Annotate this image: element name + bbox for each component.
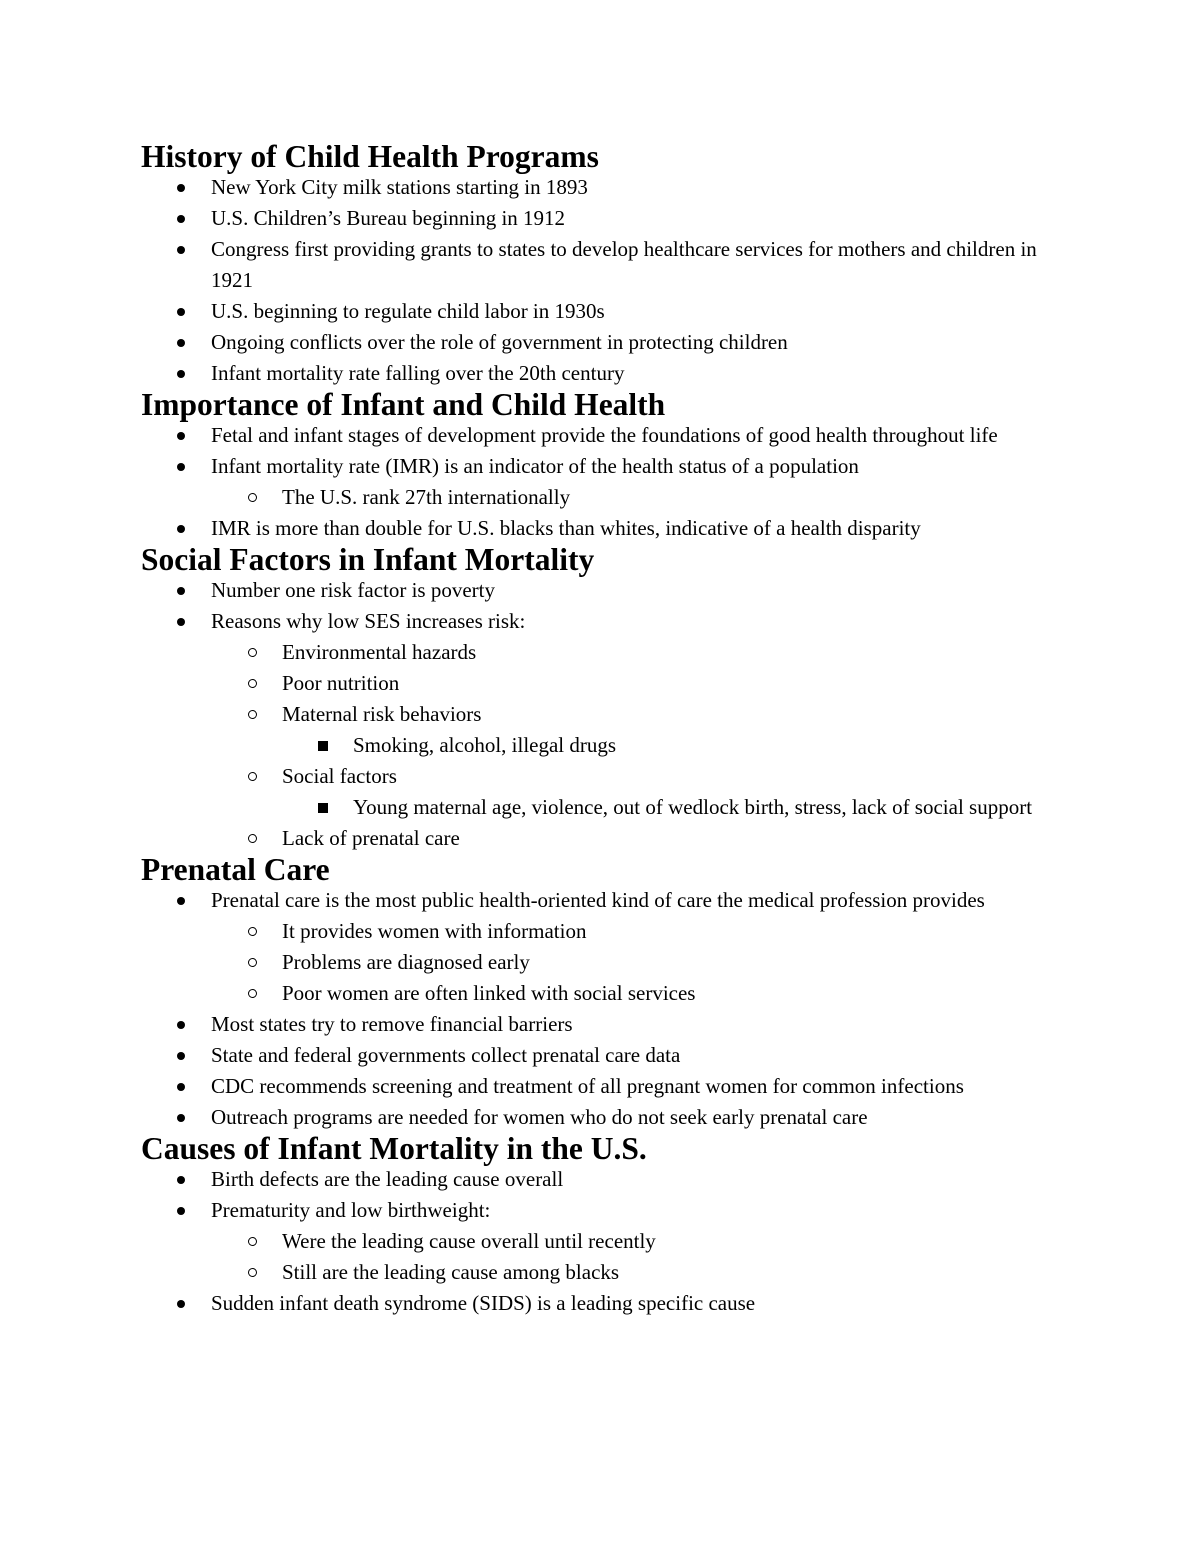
- bullet-square-icon: [318, 730, 328, 761]
- list-item: Congress first providing grants to states to develop healthcare services for mothers and children in 1921: [141, 234, 1071, 296]
- bullet-dot-icon: [177, 1040, 185, 1071]
- list-item: Poor women are often linked with social services: [141, 978, 1071, 1009]
- list-item: Most states try to remove financial barriers: [141, 1009, 1071, 1040]
- section-heading: Importance of Infant and Child Health: [141, 387, 666, 422]
- bullet-circle-icon: [248, 761, 257, 792]
- list-item: Environmental hazards: [141, 637, 1071, 668]
- list-item: Prematurity and low birthweight:: [141, 1195, 1071, 1226]
- bullet-circle-icon: [248, 482, 257, 513]
- bullet-dot-icon: [177, 296, 185, 327]
- list-item: IMR is more than double for U.S. blacks than whites, indicative of a health disparity: [141, 513, 1071, 544]
- list-item: State and federal governments collect prenatal care data: [141, 1040, 1071, 1071]
- list-item: Reasons why low SES increases risk:: [141, 606, 1071, 637]
- section-heading: Prenatal Care: [141, 852, 330, 887]
- bullet-dot-icon: [177, 234, 185, 265]
- section-heading: Causes of Infant Mortality in the U.S.: [141, 1131, 647, 1166]
- bullet-dot-icon: [177, 1071, 185, 1102]
- list-item: Prenatal care is the most public health-oriented kind of care the medical profession provides: [141, 885, 1071, 916]
- bullet-dot-icon: [177, 885, 185, 916]
- list-item: Social factors: [141, 761, 1071, 792]
- bullet-dot-icon: [177, 420, 185, 451]
- list-item: Fetal and infant stages of development provide the foundations of good health throughout life: [141, 420, 1071, 451]
- list-item: Number one risk factor is poverty: [141, 575, 1071, 606]
- bullet-circle-icon: [248, 1257, 257, 1288]
- bullet-dot-icon: [177, 513, 185, 544]
- list-item: Birth defects are the leading cause overall: [141, 1164, 1071, 1195]
- bullet-circle-icon: [248, 916, 257, 947]
- bullet-circle-icon: [248, 947, 257, 978]
- document-page: [141, 141, 1071, 1319]
- list-item: U.S. beginning to regulate child labor in 1930s: [141, 296, 1071, 327]
- list-item: Lack of prenatal care: [141, 823, 1071, 854]
- bullet-circle-icon: [248, 637, 257, 668]
- bullet-dot-icon: [177, 358, 185, 389]
- section-heading: History of Child Health Programs: [141, 139, 599, 174]
- list-item: Young maternal age, violence, out of wedlock birth, stress, lack of social support: [141, 792, 1071, 823]
- list-item: It provides women with information: [141, 916, 1071, 947]
- bullet-dot-icon: [177, 575, 185, 606]
- bullet-circle-icon: [248, 978, 257, 1009]
- bullet-dot-icon: [177, 327, 185, 358]
- list-item: Still are the leading cause among blacks: [141, 1257, 1071, 1288]
- bullet-dot-icon: [177, 1009, 185, 1040]
- bullet-circle-icon: [248, 1226, 257, 1257]
- section-heading: Social Factors in Infant Mortality: [141, 542, 595, 577]
- list-item: Sudden infant death syndrome (SIDS) is a leading specific cause: [141, 1288, 1071, 1319]
- list-item: Maternal risk behaviors: [141, 699, 1071, 730]
- list-item: U.S. Children’s Bureau beginning in 1912: [141, 203, 1071, 234]
- list-item: Smoking, alcohol, illegal drugs: [141, 730, 1071, 761]
- list-item: The U.S. rank 27th internationally: [141, 482, 1071, 513]
- list-item: Poor nutrition: [141, 668, 1071, 699]
- bullet-circle-icon: [248, 699, 257, 730]
- bullet-dot-icon: [177, 606, 185, 637]
- bullet-dot-icon: [177, 451, 185, 482]
- list-item: Were the leading cause overall until recently: [141, 1226, 1071, 1257]
- list-item: Outreach programs are needed for women who do not seek early prenatal care: [141, 1102, 1071, 1133]
- bullet-circle-icon: [248, 668, 257, 699]
- bullet-dot-icon: [177, 1164, 185, 1195]
- list-item: Infant mortality rate (IMR) is an indicator of the health status of a population: [141, 451, 1071, 482]
- bullet-dot-icon: [177, 1102, 185, 1133]
- list-item: CDC recommends screening and treatment of all pregnant women for common infections: [141, 1071, 1071, 1102]
- list-item: Problems are diagnosed early: [141, 947, 1071, 978]
- bullet-dot-icon: [177, 1288, 185, 1319]
- bullet-dot-icon: [177, 203, 185, 234]
- list-item: Infant mortality rate falling over the 20th century: [141, 358, 1071, 389]
- bullet-dot-icon: [177, 172, 185, 203]
- list-item: Ongoing conflicts over the role of government in protecting children: [141, 327, 1071, 358]
- bullet-circle-icon: [248, 823, 257, 854]
- bullet-square-icon: [318, 792, 328, 823]
- list-item: New York City milk stations starting in 1893: [141, 172, 1071, 203]
- bullet-dot-icon: [177, 1195, 185, 1226]
